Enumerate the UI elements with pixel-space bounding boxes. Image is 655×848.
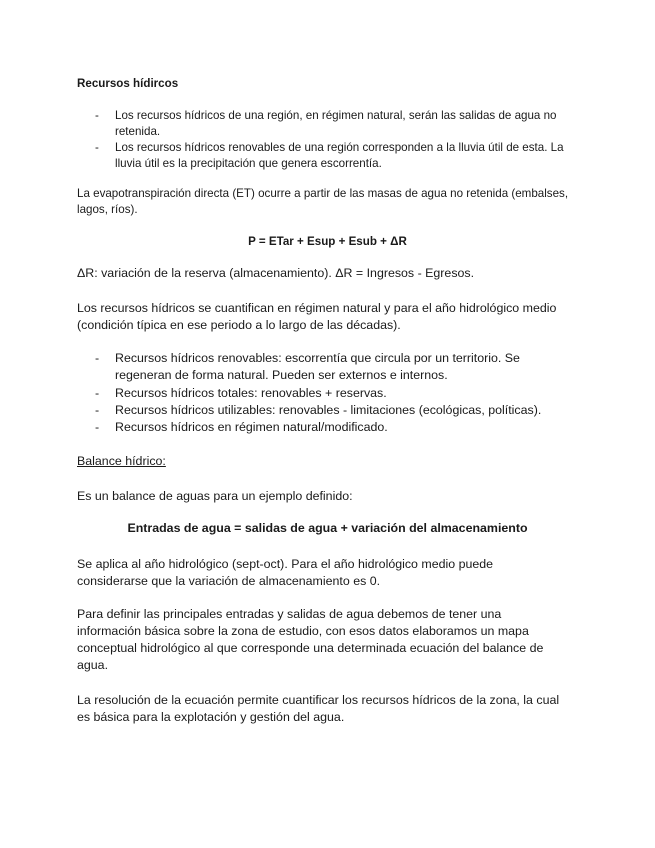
map-paragraph-line-2: información básica sobre la zona de estudio, con esos datos elaboramos un mapa bbox=[77, 624, 529, 638]
et-paragraph-line-1: La evapotranspiración directa (ET) ocurre a partir de las masas de agua no retenida (embalses, bbox=[77, 187, 569, 200]
balance-intro: Es un balance de aguas para un ejemplo definido: bbox=[77, 489, 353, 503]
map-paragraph-line-4: agua. bbox=[77, 658, 109, 672]
bullet-marker: - bbox=[95, 403, 100, 417]
document-title: Recursos hídircos bbox=[77, 77, 179, 90]
map-paragraph-line-3: conceptual hidrológico al que corresponde una determinada ecuación del balance de bbox=[77, 641, 544, 655]
balance-heading: Balance hídrico: bbox=[77, 454, 166, 468]
resource-type-3: Recursos hídricos utilizables: renovables - limitaciones (ecológicas, políticas). bbox=[115, 403, 542, 417]
hydro-year-line-1: Se aplica al año hidrológico (sept-oct). Para el año hidrológico medio puede bbox=[77, 557, 494, 571]
intro-bullet-2-line-1: Los recursos hídricos renovables de una región corresponden a la lluvia útil de esta. La bbox=[115, 141, 564, 154]
resolution-line-2: es básica para la explotación y gestión del agua. bbox=[77, 710, 345, 724]
bullet-marker: - bbox=[95, 109, 99, 122]
bullet-marker: - bbox=[95, 351, 100, 365]
hydro-year-line-2: considerarse que la variación de almacenamiento es 0. bbox=[77, 574, 381, 588]
et-paragraph-line-2: lagos, ríos). bbox=[77, 203, 138, 216]
bullet-marker: - bbox=[95, 141, 99, 154]
resolution-line-1: La resolución de la ecuación permite cuantificar los recursos hídricos de la zona, la cual bbox=[77, 693, 560, 707]
resource-type-1-line-2: regeneran de forma natural. Pueden ser externos e internos. bbox=[115, 368, 448, 382]
natural-regime-line-2: (condición típica en ese periodo a lo largo de las décadas). bbox=[77, 318, 401, 332]
bullet-marker: - bbox=[95, 386, 100, 400]
resource-type-1-line-1: Recursos hídricos renovables: escorrentía que circula por un territorio. Se bbox=[115, 351, 520, 365]
map-paragraph-line-1: Para definir las principales entradas y salidas de agua debemos de tener una bbox=[77, 607, 502, 621]
balance-equation: Entradas de agua = salidas de agua + variación del almacenamiento bbox=[127, 521, 528, 535]
water-balance-formula: P = ETar + Esup + Esub + ΔR bbox=[248, 235, 407, 248]
natural-regime-line-1: Los recursos hídricos se cuantifican en régimen natural y para el año hidrológico medio bbox=[77, 301, 557, 315]
delta-r-definition: ΔR: variación de la reserva (almacenamiento). ΔR = Ingresos - Egresos. bbox=[77, 266, 475, 280]
resource-type-2: Recursos hídricos totales: renovables + reservas. bbox=[115, 386, 387, 400]
bullet-marker: - bbox=[95, 420, 100, 434]
intro-bullet-1-line-2: retenida. bbox=[115, 125, 161, 138]
resource-type-4: Recursos hídricos en régimen natural/modificado. bbox=[115, 420, 388, 434]
intro-bullet-1-line-1: Los recursos hídricos de una región, en régimen natural, serán las salidas de agua no bbox=[115, 109, 557, 122]
intro-bullet-2-line-2: lluvia útil es la precipitación que genera escorrentía. bbox=[115, 157, 382, 170]
